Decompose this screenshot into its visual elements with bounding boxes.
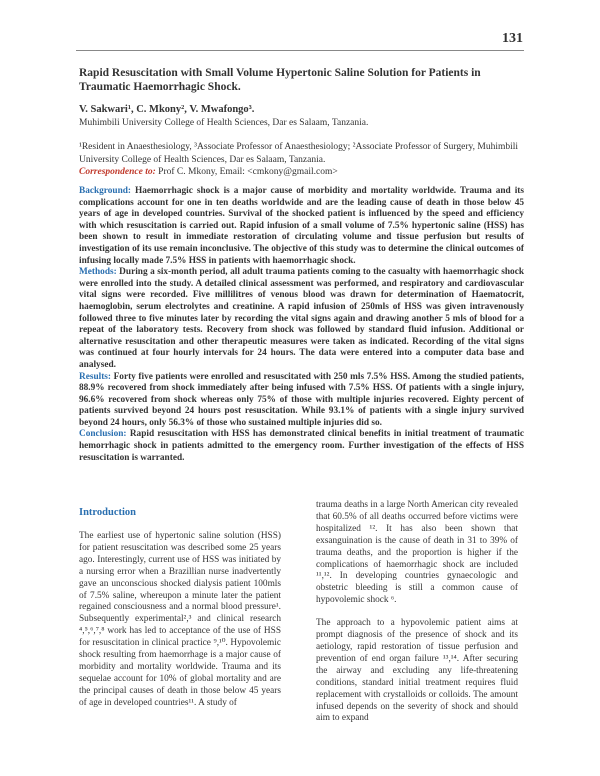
right-paragraph: trauma deaths in a large North American city revealed that 60.5% of all deaths occurred before victims were hospitalized ¹². It has also been shown that exsanguination is the cause of death in 31 to 39% of trauma deaths, and the proportion is higher if the complications of haemorrhagic shock are included ¹¹,¹². In developing countries gynaecologic and obstetric bleeding is still a common cause of hypovolemic shock ⁶. bbox=[316, 500, 518, 606]
introduction-heading: Introduction bbox=[79, 507, 136, 518]
header-rule bbox=[76, 50, 524, 51]
abstract bbox=[79, 186, 524, 464]
methods-text: During a six-month period, all adult trauma patients coming to the casualty with haemorrhagic shock were enrolled into the study. A detailed clinical assessment was performed, and respiratory and cardiovascular vital signs were recorded. Five millilitres of venous blood was drawn for determination of Haematocrit, haemoglobin, serum electrolytes and creatinine. A rapid infusion of 250mls of HSS was given intravenously followed three to five minutes later by recording the vital signs again and drawing another 5 mls of blood for a repeat of the laboratory tests. Recovery from shock was followed by standard fluid infusion. Additional or alternative resuscitation and other therapeutic measures were taken as indicated. Recording of the vital signs was continued at four hourly intervals for 24 hours. The data were entered into a computer data base and analysed. bbox=[79, 267, 524, 370]
conclusion-text: Rapid resuscitation with HSS has demonstrated clinical benefits in initial treatment of traumatic hemorrhagic shock in patients admitted to the emergency room. Further investigation of the effects of HSS resuscitation is warranted. bbox=[79, 429, 524, 463]
affiliations: ¹Resident in Anaesthesiology, ³Associate Professor of Anaesthesiology; ²Associate Professor of Surgery, Muhimbili University College of Health Sciences, Dar es Salaam, Tanzania. bbox=[79, 142, 519, 165]
methods-heading: Methods: bbox=[79, 267, 117, 278]
article-title: Rapid Resuscitation with Small Volume Hypertonic Saline Solution for Patients in Traumatic Haemorrhagic Shock. bbox=[79, 67, 481, 93]
author-list: V. Sakwari¹, C. Mkony², V. Mwafongo³. bbox=[79, 104, 255, 115]
correspondence bbox=[79, 167, 338, 177]
results-heading: Results: bbox=[79, 371, 112, 382]
abstract-methods bbox=[79, 267, 524, 371]
institution: Muhimbili University College of Health Sciences, Dar es Salaam, Tanzania. bbox=[79, 118, 369, 128]
correspondence-text: Prof C. Mkony, Email: <cmkony@gmail.com> bbox=[155, 167, 338, 177]
abstract-conclusion bbox=[79, 429, 524, 464]
right-paragraph: The approach to a hypovolemic patient aims at prompt diagnosis of the presence of shock and its aetiology, rapid restoration of tissue perfusion and prevention of end organ failure ¹³,¹⁴. After securing the airway and excluding any life-threatening conditions, standard initial treatment requires fluid replacement with crystalloids or colloids. The amount infused depends on the severity of shock and should aim to expand bbox=[316, 618, 518, 724]
results-text: Forty five patients were enrolled and resuscitated with 250 mls 7.5% HSS. Among the studied patients, 88.9% recovered from shock immediately after being infused with 7.5% HSS. Of patients with a single injury, 96.6% recovered from shock whereas only 75% of those with multiple injuries recovered. Eighty percent of patients survived beyond 24 hours post resuscitation. While 93.1% of patients with a single injury survived beyond 24 hours, only 56.3% of those who sustained multiple injuries did so. bbox=[79, 371, 524, 428]
left-column bbox=[79, 531, 281, 721]
background-heading: Background: bbox=[79, 186, 132, 196]
abstract-background bbox=[79, 186, 524, 267]
abstract-results bbox=[79, 372, 524, 430]
background-text: Haemorrhagic shock is a major cause of morbidity and mortality worldwide. Trauma and its complications account for one in ten deaths worldwide and are the leading cause of death in those below 45 years of age in developed countries. Survival of the shocked patient is influenced by the speed and efficiency with which resuscitation is carried out. Rapid infusion of a small volume of 7.5% hypertonic saline (HSS) has been shown to result in immediate restoration of circulating volume and tissue perfusion but results of investigation of its use remain inconclusive. The objective of this study was to determine the clinical outcomes of infusing locally made 7.5% HSS in patients with haemorrhagic shock. bbox=[79, 186, 524, 266]
right-column bbox=[316, 500, 518, 736]
left-paragraph: The earliest use of hypertonic saline solution (HSS) for patient resuscitation was described some 25 years ago. Interestingly, current use of HSS was initiated by a nursing error when a Brazillian nurse inadvertently gave an unconscious shocked dialysis patient 100mls of 7.5% saline, whereupon a minute later the patient regained consciousness and a normal blood pressure¹. Subsequently experimental²,³ and clinical research ⁴,⁵,⁶,⁷,⁸ work has led to acceptance of the use of HSS for resuscitation in clinical practice ⁹,¹⁰. Hypovolemic shock resulting from haemorrhage is a major cause of morbidity and mortality worldwide. Trauma and its sequelae account for 10% of global mortality and are the principal causes of death in those below 45 years of age in developed countries¹¹. A study of bbox=[79, 531, 281, 708]
correspondence-label: Correspondence to: bbox=[79, 167, 156, 177]
page-number: 131 bbox=[502, 31, 523, 46]
conclusion-heading: Conclusion: bbox=[79, 429, 127, 440]
